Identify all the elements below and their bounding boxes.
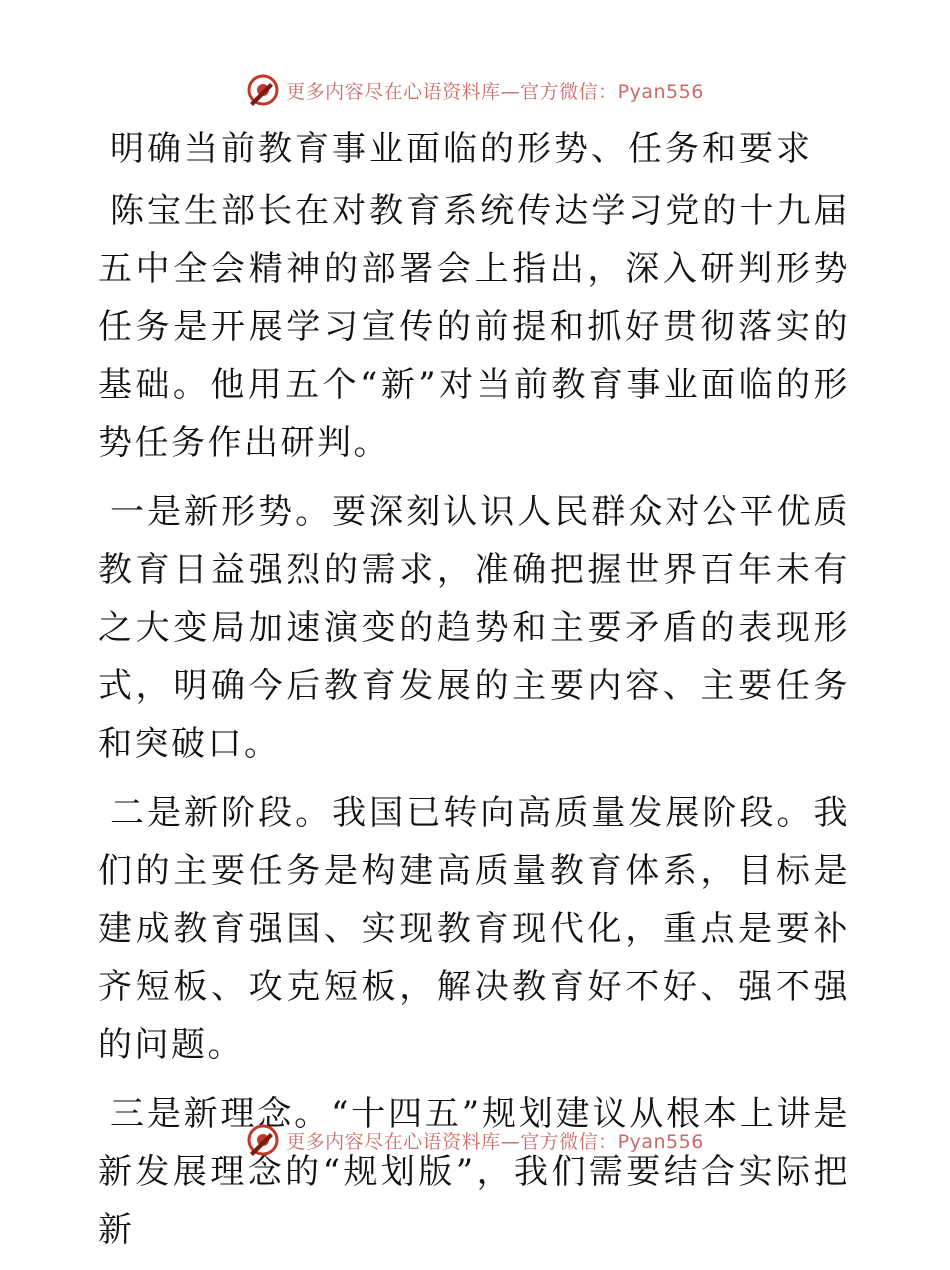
watermark-banner-top bbox=[0, 70, 950, 110]
document-body bbox=[98, 120, 850, 1270]
paragraph-intro: 陈宝生部长在对教育系统传达学习党的十九届五中全会精神的部署会上指出，深入研判形势任务是开展学习宣传的前提和抓好贯彻落实的基础。他用五个“新”对当前教育事业面临的形势任务作出研判。 bbox=[98, 191, 850, 463]
paragraph-new-stage: 二是新阶段。我国已转向高质量发展阶段。我们的主要任务是构建高质量教育体系，目标是建成教育强国、实现教育现代化，重点是要补齐短板、攻克短板，解决教育好不好、强不强的问题。 bbox=[98, 793, 850, 1065]
paragraph-new-concept: 三是新理念。“十四五”规划建议从根本上讲是新发展理念的“规划版”，我们需要结合实际把新 bbox=[98, 1094, 850, 1250]
pen-circle-logo-icon bbox=[246, 73, 280, 107]
watermark-text: 更多内容尽在心语资料库—官方微信：Pyan556 bbox=[286, 80, 704, 103]
pen-circle-logo-icon bbox=[246, 1123, 280, 1157]
page-title: 明确当前教育事业面临的形势、任务和要求 bbox=[110, 129, 813, 169]
watermark-banner-bottom bbox=[0, 1120, 950, 1160]
watermark-text: 更多内容尽在心语资料库—官方微信：Pyan556 bbox=[286, 1130, 704, 1153]
paragraph-new-situation: 一是新形势。要深刻认识人民群众对公平优质教育日益强烈的需求，准确把握世界百年未有之大变局加速演变的趋势和主要矛盾的表现形式，明确今后教育发展的主要内容、主要任务和突破口。 bbox=[98, 492, 850, 764]
